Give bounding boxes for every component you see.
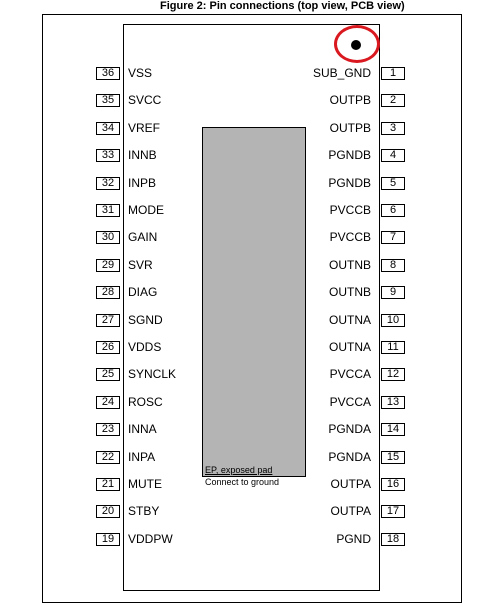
- exposed-pad-note: Connect to ground: [205, 477, 280, 487]
- pin-number-31: 31: [96, 204, 120, 217]
- pin-name-8: OUTNB: [329, 257, 371, 272]
- pin-number-1: 1: [381, 67, 405, 80]
- pin-name-27: SGND: [128, 312, 163, 327]
- figure-title: Figure 2: Pin connections (top view, PCB view): [160, 0, 405, 12]
- pin-name-16: OUTPA: [330, 477, 371, 491]
- pin-number-8: 8: [381, 259, 405, 272]
- pin-name-22: INPA: [128, 449, 156, 464]
- pin-number-21: 21: [96, 478, 120, 491]
- pin-number-27: 27: [96, 314, 120, 327]
- pin-name-30: GAIN: [128, 230, 158, 245]
- pin-name-10: OUTNA: [329, 312, 371, 327]
- pin-number-15: 15: [381, 451, 405, 464]
- pin-name-21: MUTE: [128, 477, 162, 491]
- pin-name-25: SYNCLK: [128, 367, 177, 382]
- pin-number-11: 11: [381, 341, 405, 354]
- pin-number-9: 9: [381, 286, 405, 299]
- pin-name-29: SVR: [128, 257, 153, 272]
- pin-name-2: OUTPB: [329, 93, 371, 108]
- pin-name-12: PVCCA: [329, 367, 371, 382]
- pin-number-17: 17: [381, 505, 405, 518]
- pin-name-28: DIAG: [128, 285, 158, 300]
- pin-number-33: 33: [96, 149, 120, 162]
- exposed-pad: [202, 127, 306, 477]
- pin-number-12: 12: [381, 368, 405, 381]
- pin-name-4: PGNDB: [328, 148, 371, 163]
- pin-name-31: MODE: [128, 203, 164, 217]
- pin-name-19: VDDPW: [128, 531, 173, 546]
- pin-number-28: 28: [96, 286, 120, 299]
- pin-name-6: PVCCB: [329, 203, 371, 217]
- pin-number-10: 10: [381, 314, 405, 327]
- pin-number-3: 3: [381, 122, 405, 135]
- pin-name-36: VSS: [128, 66, 153, 80]
- pin-number-14: 14: [381, 423, 405, 436]
- pin-number-25: 25: [96, 368, 120, 381]
- exposed-pad-label: EP, exposed pad: [205, 465, 273, 475]
- pin-number-5: 5: [381, 177, 405, 190]
- pin-number-2: 2: [381, 94, 405, 107]
- pin-name-33: INNB: [128, 148, 157, 163]
- pin-name-35: SVCC: [128, 93, 162, 108]
- pin-name-9: OUTNB: [329, 285, 371, 300]
- pin-number-7: 7: [381, 231, 405, 244]
- pin-name-34: VREF: [128, 120, 161, 135]
- pin-number-20: 20: [96, 505, 120, 518]
- pin-number-26: 26: [96, 341, 120, 354]
- pin-name-15: PGNDA: [328, 449, 371, 464]
- pin-number-30: 30: [96, 231, 120, 244]
- pin-number-34: 34: [96, 122, 120, 135]
- pin-number-36: 36: [96, 67, 120, 80]
- pin-name-7: PVCCB: [329, 230, 371, 245]
- pin-name-5: PGNDB: [328, 175, 371, 190]
- pin-number-13: 13: [381, 396, 405, 409]
- pin-number-4: 4: [381, 149, 405, 162]
- pin-name-3: OUTPB: [329, 120, 371, 135]
- pin-number-24: 24: [96, 396, 120, 409]
- pin-number-19: 19: [96, 533, 120, 546]
- pin-number-22: 22: [96, 451, 120, 464]
- pin-name-26: VDDS: [128, 340, 162, 354]
- pin-name-32: INPB: [128, 175, 157, 190]
- pin-number-16: 16: [381, 478, 405, 491]
- pin-number-32: 32: [96, 177, 120, 190]
- pin-number-29: 29: [96, 259, 120, 272]
- pin-name-23: INNA: [128, 422, 157, 437]
- pin-number-35: 35: [96, 94, 120, 107]
- pin-name-11: OUTNA: [329, 340, 371, 354]
- pin-number-6: 6: [381, 204, 405, 217]
- pin-name-24: ROSC: [128, 394, 163, 409]
- pin-name-18: PGND: [336, 531, 371, 546]
- pin-number-18: 18: [381, 533, 405, 546]
- pin-name-20: STBY: [128, 504, 160, 519]
- pin-name-14: PGNDA: [328, 422, 371, 437]
- pin-name-13: PVCCA: [329, 394, 371, 409]
- pin1-highlight-circle: [334, 25, 380, 63]
- pin-number-23: 23: [96, 423, 120, 436]
- pin-name-17: OUTPA: [330, 504, 371, 519]
- pin-name-1: SUB_GND: [312, 66, 371, 80]
